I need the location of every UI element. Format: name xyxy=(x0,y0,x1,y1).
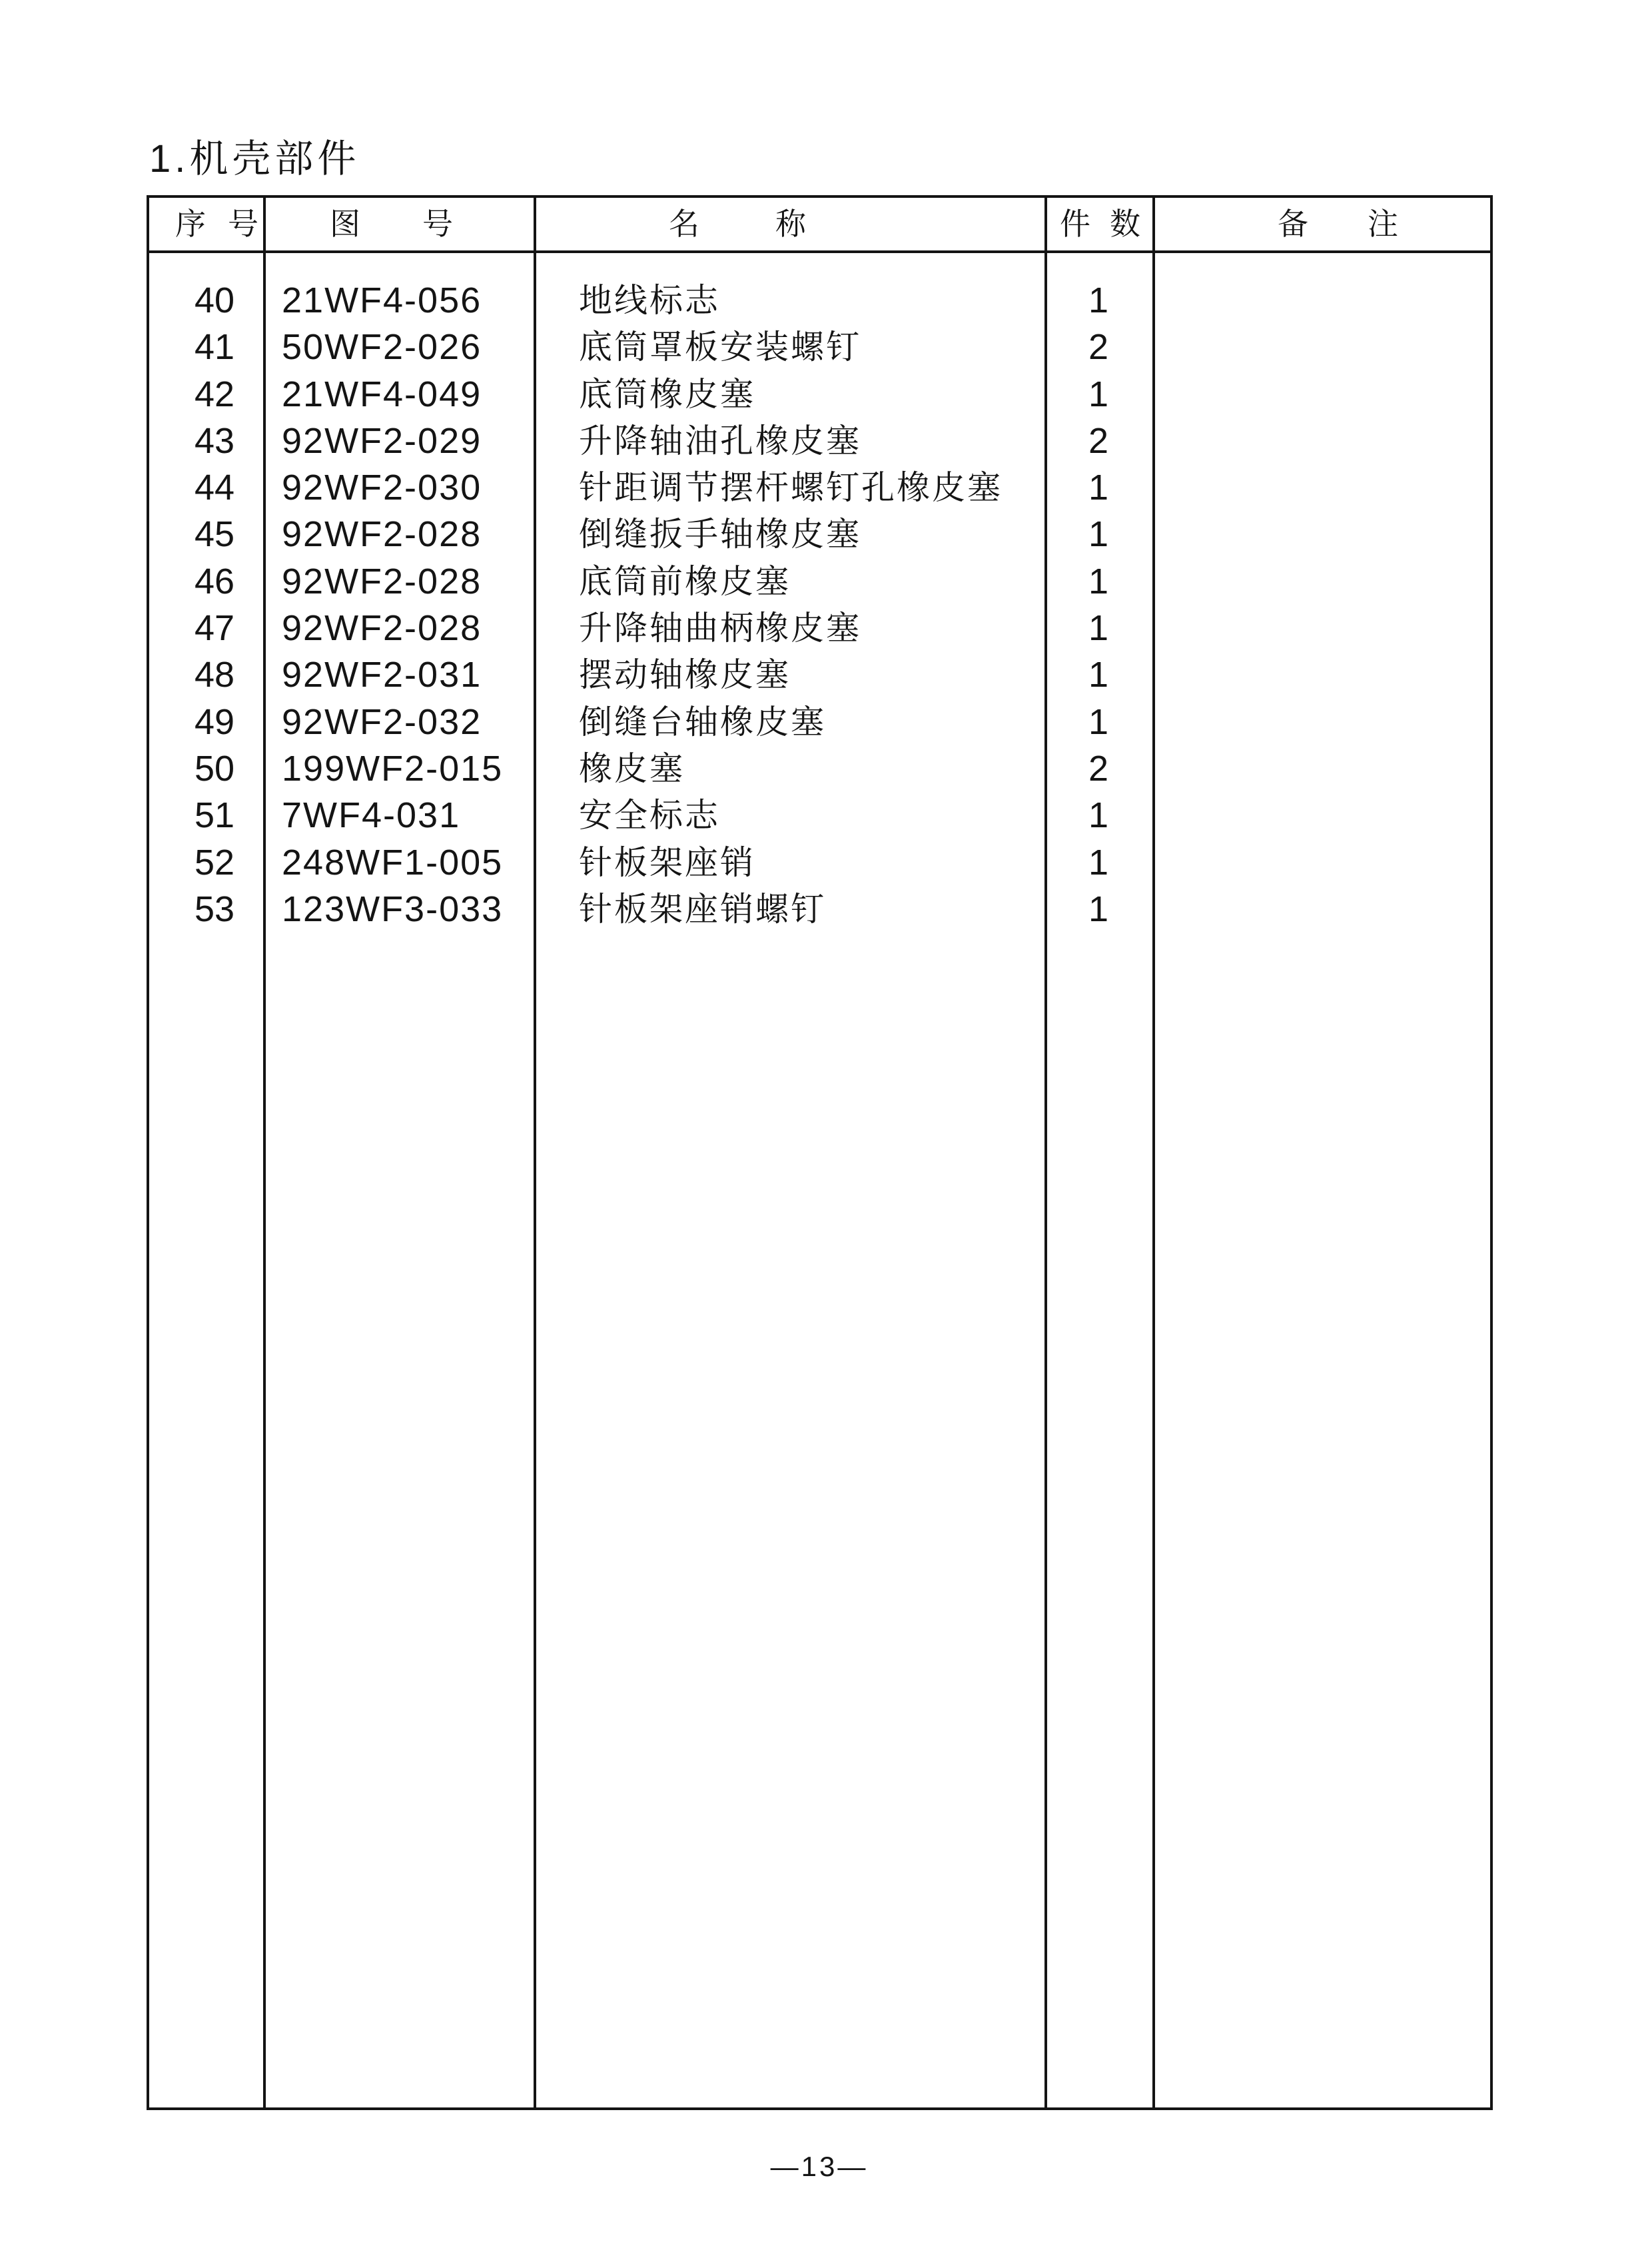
header-quantity: 件数 xyxy=(1060,206,1160,241)
header-divider xyxy=(149,250,1490,253)
table-row xyxy=(149,371,1490,418)
part-name-cell: 底筒前橡皮塞 xyxy=(579,562,791,600)
part-name-cell: 底筒橡皮塞 xyxy=(579,375,755,413)
table-row xyxy=(149,792,1490,839)
header-index: 序号 xyxy=(175,206,280,241)
table-row xyxy=(149,324,1490,370)
drawing-number-cell: 50WF2-026 xyxy=(282,327,482,368)
part-name-cell: 倒缝扳手轴橡皮塞 xyxy=(579,516,861,554)
parts-table xyxy=(147,195,1493,2110)
row-index-cell: 40 xyxy=(194,280,235,320)
part-name-cell: 倒缝台轴橡皮塞 xyxy=(579,703,826,741)
quantity-cell: 1 xyxy=(1088,701,1109,742)
part-name-cell: 升降轴油孔橡皮塞 xyxy=(579,422,861,460)
section-title: 1.机壳部件 xyxy=(149,137,360,181)
drawing-number-cell: 92WF2-030 xyxy=(282,468,482,508)
table-body xyxy=(149,277,1490,933)
row-index-cell: 44 xyxy=(194,468,235,508)
quantity-cell: 2 xyxy=(1088,420,1109,461)
quantity-cell: 1 xyxy=(1088,842,1109,883)
table-row xyxy=(149,558,1490,605)
drawing-number-cell: 92WF2-031 xyxy=(282,655,482,695)
drawing-number-cell: 92WF2-029 xyxy=(282,420,482,461)
row-index-cell: 47 xyxy=(194,608,235,649)
table-row xyxy=(149,886,1490,933)
row-index-cell: 53 xyxy=(194,889,235,929)
table-row xyxy=(149,605,1490,651)
row-index-cell: 50 xyxy=(194,748,235,789)
table-row xyxy=(149,464,1490,511)
row-index-cell: 43 xyxy=(194,420,235,461)
quantity-cell: 1 xyxy=(1088,795,1109,836)
row-index-cell: 45 xyxy=(194,514,235,555)
drawing-number-cell: 123WF3-033 xyxy=(282,889,504,929)
header-name: 名称 xyxy=(669,206,882,241)
quantity-cell: 2 xyxy=(1088,327,1109,368)
drawing-number-cell: 248WF1-005 xyxy=(282,842,504,883)
quantity-cell: 1 xyxy=(1088,561,1109,601)
row-index-cell: 48 xyxy=(194,655,235,695)
header-remarks: 备注 xyxy=(1278,206,1457,241)
quantity-cell: 1 xyxy=(1088,374,1109,414)
quantity-cell: 1 xyxy=(1088,468,1109,508)
row-index-cell: 51 xyxy=(194,795,235,836)
table-row xyxy=(149,277,1490,324)
quantity-cell: 1 xyxy=(1088,280,1109,320)
row-index-cell: 49 xyxy=(194,701,235,742)
table-row xyxy=(149,699,1490,745)
part-name-cell: 底筒罩板安装螺钉 xyxy=(579,328,861,366)
table-row xyxy=(149,511,1490,558)
drawing-number-cell: 21WF4-056 xyxy=(282,280,482,320)
drawing-number-cell: 7WF4-031 xyxy=(282,795,461,836)
quantity-cell: 1 xyxy=(1088,655,1109,695)
drawing-number-cell: 92WF2-028 xyxy=(282,514,482,555)
drawing-number-cell: 21WF4-049 xyxy=(282,374,482,414)
quantity-cell: 2 xyxy=(1088,748,1109,789)
quantity-cell: 1 xyxy=(1088,514,1109,555)
part-name-cell: 升降轴曲柄橡皮塞 xyxy=(579,609,861,647)
drawing-number-cell: 92WF2-028 xyxy=(282,608,482,649)
row-index-cell: 52 xyxy=(194,842,235,883)
part-name-cell: 安全标志 xyxy=(579,797,720,835)
drawing-number-cell: 92WF2-028 xyxy=(282,561,482,601)
page-number: —13— xyxy=(770,2151,869,2182)
part-name-cell: 针距调节摆杆螺钉孔橡皮塞 xyxy=(579,469,1003,507)
table-row xyxy=(149,651,1490,698)
row-index-cell: 41 xyxy=(194,327,235,368)
drawing-number-cell: 92WF2-032 xyxy=(282,701,482,742)
part-name-cell: 地线标志 xyxy=(579,282,720,319)
part-name-cell: 摆动轴橡皮塞 xyxy=(579,656,791,694)
row-index-cell: 42 xyxy=(194,374,235,414)
table-row xyxy=(149,839,1490,886)
part-name-cell: 针板架座销螺钉 xyxy=(579,890,826,928)
part-name-cell: 橡皮塞 xyxy=(579,749,685,787)
row-index-cell: 46 xyxy=(194,561,235,601)
drawing-number-cell: 199WF2-015 xyxy=(282,748,504,789)
header-drawing-no: 图号 xyxy=(330,206,515,241)
table-row xyxy=(149,418,1490,464)
quantity-cell: 1 xyxy=(1088,889,1109,929)
quantity-cell: 1 xyxy=(1088,608,1109,649)
table-row xyxy=(149,745,1490,792)
part-name-cell: 针板架座销 xyxy=(579,843,755,881)
